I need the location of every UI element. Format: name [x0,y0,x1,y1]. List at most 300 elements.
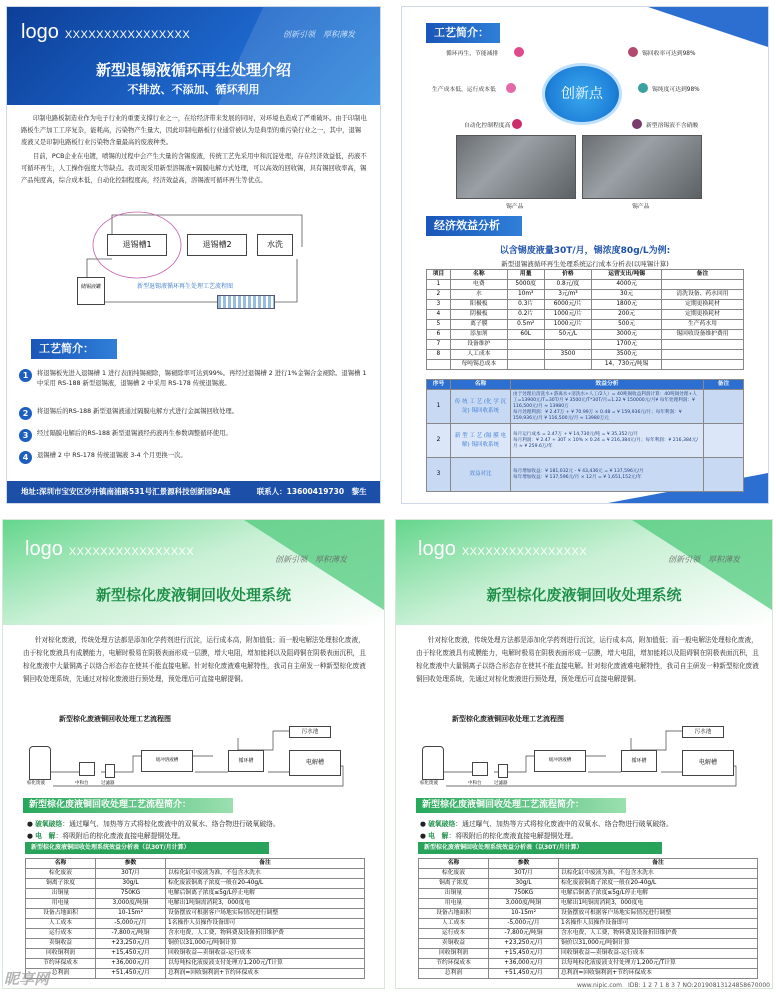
table-cell: 5 [427,320,451,330]
table-cell [661,350,743,360]
table-cell: 30T/月 [96,869,166,879]
table-cell: 效益对比 [451,458,511,492]
table-cell: 3500 [544,350,592,360]
table-cell: 传 统 工 艺 (化 学 沉 淀) 锡回收系统 [451,390,511,424]
table-cell: +23,250元/月 [96,939,166,949]
table-cell [511,458,704,492]
table-cell: 新 型 工 艺 (隔 膜 电 解) 锡回收系统 [451,424,511,458]
flow-title: 新型棕化废液铜回收处理工艺流程图 [452,715,564,723]
table-cell [661,280,743,290]
watermark-logo: 昵享网 [4,970,50,988]
table-cell: 棕化废液铜离子浓度一般在20-40g/L [166,879,365,889]
buffer-tank: 缓冲溶液槽 [141,750,193,772]
table-header-row [427,270,744,280]
benefit-table [426,379,744,492]
table-cell [507,360,544,370]
table-cell: 添加剂 [450,330,507,340]
table-cell: 以每吨棕化液废液支付处理方1,200元/T计算 [166,959,365,969]
process-intro-heading: 工艺简介： [31,339,117,359]
table-header-row [26,859,365,869]
innovation-label-left-1: 循环再生，节能减排 [446,51,499,57]
process-point-2: ● 电 解：将吸附后的棕化废液直接电解提铜处理。 [27,832,185,840]
sewage-tank: 污水池 [682,726,724,738]
brown-waste-tank [29,746,51,780]
table-cell: 3 [427,458,451,492]
table-row [427,350,744,360]
table-cell: 1名操作人员操作设备即可 [166,919,365,929]
economic-heading: 经济效益分析 [426,216,522,236]
bubble-icon [628,47,638,57]
table-header-row [419,859,758,869]
logo-text: logo [418,538,456,560]
table-cell: 3,000度/吨铜 [489,899,559,909]
benefit-table [418,858,758,979]
table-cell: 设备摆放可根据客户场地实际情况进行调整 [559,909,758,919]
table-cell: 每吨锡总成本 [450,360,507,370]
table-cell: 离子膜 [450,320,507,330]
brown-waste-label: 棕化废液 [420,781,438,786]
table-cell: 1700元 [592,340,662,350]
tin-brochure-panel [6,6,381,504]
process-point-text: ：通过曝气、加热等方式将棕化废液中的双氧水、络合物进行破氧破络。 [455,820,673,828]
table-cell: -5,000元/月 [96,919,166,929]
column-header: 备注 [661,270,743,280]
table-cell: -7,800元/吨铜 [489,929,559,939]
benefit-line: 每年增加收益：¥ 137,596元/月 × 12月 = ¥ 1,651,152元/年 [513,474,642,480]
table-cell: 2 [427,290,451,300]
table-cell: 阴极板 [450,310,507,320]
table-cell: 6000元/片 [544,300,592,310]
photo-caption-2: 锡产品 [632,204,650,210]
step-number: 3 [19,429,32,442]
table-cell: 1名操作人员操作设备即可 [559,919,758,929]
process-point-key: 破氧破络 [35,820,63,828]
column-header: 运营支出/吨锡 [592,270,662,280]
column-header: 名称 [451,380,511,390]
table-cell: 铜离子浓度 [26,879,96,889]
table-row [419,939,758,949]
copper-flow-diagram [416,726,756,790]
table-row [419,889,758,899]
process-heading: 新型棕化废液铜回收处理工艺流程简介： [416,798,626,813]
wash-tank: 水洗 [257,234,293,256]
step-number: 1 [19,369,32,382]
column-header: 名称 [450,270,507,280]
column-header: 用量 [507,270,544,280]
table-cell: 2 [427,424,451,458]
table-cell: 节约环保成本 [419,959,489,969]
table-cell: 1 [427,280,451,290]
table-cell: 750KG [96,889,166,899]
neutral-label: 中和台 [75,781,89,786]
table-cell: 1000元/片 [544,310,592,320]
neutral-tank [79,762,95,776]
table-cell: 总利润=回收铜利润+节约环保成本 [559,969,758,979]
table-row [419,959,758,969]
membrane-cell [217,295,275,309]
intro-paragraph: 针对棕化废液，传统处理方法都是添加化学药剂进行沉淀，运行成本高，附加值低；而一般电解法处理棕化废液，由于棕化废液具有成膜能力，电解时极易在阴极表面形成一层膜，增大电阻，增加能耗以及阻碍铜在阴极表面沉积，且棕化废液中大量铜离子以络合形态存在使其不能直接电解。针对棕化废液难电解特性，我司自主研发一种新型棕化废液铜回收处理系统，先通过对棕化废液进行预处理，预处理后可直接电解提铜。 [416,636,759,683]
table-cell: 以棕化缸中废液为准，不包含水洗水 [166,869,365,879]
filter-label: 过滤器 [494,781,508,786]
table-cell: 清洗设备、药水回用 [661,290,743,300]
table-cell: +23,250元/月 [489,939,559,949]
table-cell: +15,450元/月 [489,949,559,959]
logo-text: logo [21,21,59,43]
table-cell [544,340,592,350]
table-cell: 定期更换耗材 [661,310,743,320]
innovation-label-right-2: 锡纯度可达到98% [652,87,700,93]
slogan: 创新引领 厚积薄发 [283,30,355,39]
table-cell: 200元 [592,310,662,320]
table-cell: 电费 [450,280,507,290]
table-row [427,280,744,290]
table-cell: 4 [427,310,451,320]
table-cell: 人工成本 [419,919,489,929]
table-cell: 1800元 [592,300,662,310]
table-cell [661,340,743,350]
logo-subtext: XXXXXXXXXXXXXXXX [461,546,588,558]
table-row [26,929,365,939]
table-cell: 卖铜收益 [26,939,96,949]
tin-tank-1: 退锡槽1 [107,234,167,256]
flow-lines [67,207,327,322]
step-text: 将退锡板先进入退锡槽 1 进行表面纯锡褪除，锡褪除率可达到99%。再经过退锡槽 2 进行1%金锡合金褪除。退锡槽 1 中采用 RS-188 新型退锡液，退锡槽 2 中采用 RS-178 传统退锡液。 [37,370,367,387]
process-point-1: ● 破氧破络：通过曝气、加热等方式将棕化废液中的双氧水、络合物进行破氧破络。 [27,820,280,828]
table-cell: 电解出1吨铜需消耗3，000度电 [166,899,365,909]
table-row [427,458,744,492]
table-row [419,919,758,929]
column-header: 备注 [704,380,744,390]
table-row [26,889,365,899]
table-cell: 节约环保成本 [26,959,96,969]
flow-caption: 新型退锡液循环再生处理工艺流程图 [137,283,234,290]
table-row [419,969,758,979]
table-cell: 棕化废液 [26,869,96,879]
table-cell [661,360,743,370]
column-header: 效益分析 [511,380,704,390]
table-cell: -5,000元/月 [489,919,559,929]
table-cell: 4000元 [592,280,662,290]
table-cell: +51,450元/月 [96,969,166,979]
table-cell: 3500元 [592,350,662,360]
table-row [419,909,758,919]
table-cell: 回收铜收益—卖铜收益-运行成本 [166,949,365,959]
table-cell: 0.5m² [507,320,544,330]
innovation-label-left-3: 自动化控制程度高 [464,123,511,129]
step-1 [19,369,369,389]
table-cell: 总利润 [26,969,96,979]
benefit-table-heading: 新型棕化废液铜回收处理系统效益分析表（以30T/月计算） [25,842,269,854]
table-cell: 水 [450,290,507,300]
table-cell: 以棕化缸中废液为准，不包含水洗水 [559,869,758,879]
filter-label: 过滤器 [101,781,115,786]
column-header: 参数 [489,859,559,869]
benefit-line: 每月运行成本 = 2.47万 + ¥ 14,730元/吨 = ¥ 35,352元/月 [513,431,639,437]
page-title: 新型退锡液循环再生处理介绍 [95,61,291,79]
logo [21,21,190,44]
logo-subtext: XXXXXXXXXXXXXXXX [68,546,195,558]
table-row [427,360,744,370]
tin-flow-diagram [67,207,327,322]
table-cell [704,424,744,458]
process-point-text: ：通过曝气、加热等方式将棕化废液中的双氧水、络合物进行破氧破络。 [62,820,280,828]
table-row [419,869,758,879]
table-header-row [427,380,744,390]
brown-waste-tank [422,746,444,780]
table-cell: 1 [427,390,451,424]
table-cell: 1000元/片 [544,320,592,330]
corner-decoration [648,7,768,47]
table-cell: +36,000元/月 [489,959,559,969]
table-cell: 0.3片 [507,300,544,310]
table-cell: 回收铜利润 [26,949,96,959]
table-cell: 60L [507,330,544,340]
table-cell: 6 [427,330,451,340]
table-row [26,879,365,889]
step-text: 退锡槽 2 中 RS-178 传统退锡液 3-4 个月更换一次。 [37,452,187,459]
column-header: 备注 [166,859,365,869]
process-point-text: ：将吸附后的棕化废液直接电解提铜处理。 [448,832,578,840]
table-row [427,320,744,330]
table-cell: 铜离子浓度 [419,879,489,889]
intro-paragraph-1: 印制电路板制造业作为电子行业的重要支撑行业之一，在给经济带来发展的同时，对环境也造成了严重破坏。由于印制电路板生产加工工序复杂，能耗高，污染物产生量大，因此印制电路板行业通常被认为是典型的重污染行业之一，其中，退锡废液又是印制电路板行业污染物含量最高的废液种类。 [21,115,367,147]
filter-unit [105,764,115,778]
benefit-table [25,858,365,979]
table-row [26,939,365,949]
bubble-icon [506,83,516,93]
table-row [427,310,744,320]
benefit-line: 每月处理利润：¥ 2.47万 + ¥ 70.99万 × 0.48 = ¥ 159,936元/月；每年利润：¥ 159,936元/月 ¥ 116,500元/月 ≈ 13980万元 [513,409,682,421]
table-cell: 3 [427,300,451,310]
table-row [26,899,365,909]
table-cell: 3,000度/吨铜 [96,899,166,909]
circulation-tank: 循环槽 [228,750,264,772]
column-header: 名称 [26,859,96,869]
table-cell: 设备摆放可根据客户场地实际情况进行调整 [166,909,365,919]
step-text: 经过隔膜电解后的RS-188 新型退锡液经药液再生参数调整循环使用。 [37,430,232,437]
table-cell: 含水电费，人工费，物料费及设备折旧维护费 [166,929,365,939]
table-cell: 10-15m² [489,909,559,919]
process-heading: 新型棕化废液铜回收处理工艺流程简介： [23,798,233,813]
table-row [427,424,744,458]
flow-title: 新型棕化废液铜回收处理工艺流程图 [59,715,171,723]
table-cell: 锡回收设备维护费用 [661,330,743,340]
storage-tank: 储锡液罐 [77,277,105,305]
table-cell: 卖铜收益 [419,939,489,949]
table-row [427,340,744,350]
sewage-tank: 污水池 [289,726,331,738]
slogan: 创新引领 厚积薄发 [668,555,740,564]
intro-paragraph: 针对棕化废液，传统处理方法都是添加化学药剂进行沉淀，运行成本高，附加值低；而一般电解法处理棕化废液，由于棕化废液具有成膜能力，电解时极易在阴极表面形成一层膜，增大电阻，增加能耗以及阻碍铜在阴极表面沉积，且棕化废液中大量铜离子以络合形态存在使其不能直接电解。针对棕化废液难电解特性，我司自主研发一种新型棕化废液铜回收处理系统，先通过对棕化废液进行预处理，预处理后可直接电解提铜。 [23,636,366,683]
column-header: 备注 [559,859,758,869]
innovation-label-left-2: 生产成本低，运行成本低 [432,87,496,93]
copper-flow-diagram [23,726,363,790]
table-cell: 阳极板 [450,300,507,310]
table-cell: 棕化废液铜离子浓度一般在20-40g/L [559,879,758,889]
table-cell: +15,450元/月 [96,949,166,959]
table-row [26,909,365,919]
table-cell: 30T/月 [489,869,559,879]
step-2 [19,407,369,417]
process-point-text: ：将吸附后的棕化废液直接电解提铜处理。 [55,832,185,840]
table-cell: 铜价以31,000元/吨铜计算 [166,939,365,949]
table-cell: 3000元 [592,330,662,340]
table-cell: 铜价以31,000元/吨铜计算 [559,939,758,949]
table-cell: +36,000元/月 [96,959,166,969]
electrolysis-cell: 电解槽 [682,750,734,776]
cost-table [426,269,744,370]
process-point-key: 电 解 [35,832,56,840]
table-cell: 设备占地面积 [419,909,489,919]
watermark-id: www.nipic.com IDB: 1 2 7 1 8 3 7 NO:20190813124858670000 [576,982,770,989]
green-header-band [3,520,384,625]
table-cell [511,424,704,458]
slogan: 创新引领 厚积薄发 [275,555,347,564]
table-cell: 以每吨棕化液废液支付处理方1,200元/T计算 [559,959,758,969]
logo [418,538,587,561]
table-cell: 出铜量 [26,889,96,899]
footer-phone: 联系人：13600419730 黎生 [256,487,367,496]
table-cell [704,458,744,492]
table-cell: 人工成本 [450,350,507,360]
column-header: 价格 [544,270,592,280]
benefit-line: 每月增加收益：¥ 181,032元 - ¥ 43,436元 = ¥ 137,596元/月 [513,468,644,474]
innovation-label-right-1: 锡回收率可达到98% [642,51,696,57]
table-row [427,300,744,310]
table-cell: 运行成本 [419,929,489,939]
electrolysis-cell: 电解槽 [289,750,341,776]
table-row [26,959,365,969]
tin-tank-2: 退锡槽2 [187,234,247,256]
tin-economics-panel [401,6,769,504]
table-cell: 8 [427,350,451,360]
table-cell: 14，730元/吨锡 [592,360,662,370]
page-title: 新型棕化废液铜回收处理系统 [486,586,682,604]
benefit-line: 每月利润：¥ 2.47 + 30T × 10% × 0.24 = ¥ 216,384元/月；每年利润：¥ 216,384元/月 ≈ ¥ 259.6万/年 [513,437,698,449]
table-cell: 含水电费，人工费，物料费及设备折旧维护费 [559,929,758,939]
logo-text: logo [25,538,63,560]
filter-unit [498,764,508,778]
copper-brochure-panel-left [2,519,385,989]
table-cell: 750KG [489,889,559,899]
table-cell: 定期更换耗材 [661,300,743,310]
logo-subtext: XXXXXXXXXXXXXXXX [64,29,191,41]
bubble-icon [638,83,648,93]
table-cell: 0.8元/度 [544,280,592,290]
table-cell: 3元/m³ [544,290,592,300]
table-row [419,879,758,889]
circulation-tank: 循环槽 [621,750,657,772]
bubble-icon [632,119,642,129]
innovation-center: 创新点 [542,63,622,125]
table-cell: 5000度 [507,280,544,290]
table-row [26,869,365,879]
page-subtitle: 不排放、不添加、循环利用 [127,83,260,96]
table-cell: 50元/L [544,330,592,340]
table-cell: 人工成本 [26,919,96,929]
green-header-band [396,520,772,625]
logo [25,538,194,561]
benefit-line: 由于处理后清洗水+游离水+清洗水+人工/2人）= 40吨锡收益利润计算：40吨锡处理+人工=13900元/T=30T/月 ¥ 3500元/T*30T/月=1.22 ¥ 150000元/月¥ 每年处理利润：¥ 116,500元/月 ≈ 13980万 [513,391,697,409]
table-cell: 回收铜收益—卖铜收益-运行成本 [559,949,758,959]
table-cell: 30元 [592,290,662,300]
economic-subtitle: 新型退锡液循环再生处理系统运行成本分析表(以吨锡计算) [501,260,669,268]
table-cell: 出铜量 [419,889,489,899]
brown-waste-label: 棕化废液 [27,781,45,786]
step-text: 将退锡后的RS-188 新型退锡液通过隔膜电解方式进行金属锡回收处理。 [37,408,238,415]
neutral-tank [472,762,488,776]
photo-caption-1: 锡产品 [506,204,524,210]
process-point-1: ● 破氧破络：通过曝气、加热等方式将棕化废液中的双氧水、络合物进行破氧破络。 [420,820,673,828]
table-cell: 10m³ [507,290,544,300]
table-cell: 500元 [592,320,662,330]
buffer-tank: 缓冲溶液槽 [534,750,586,772]
table-cell [427,360,451,370]
tin-product-photo-1 [456,135,576,199]
table-cell: 设备维护 [450,340,507,350]
table-cell [507,340,544,350]
process-point-key: 电 解 [428,832,449,840]
table-row [419,899,758,909]
table-cell: 30g/L [489,879,559,889]
step-number: 2 [19,407,32,420]
innovation-label-right-3: 新型溶锡液不含硝酸 [646,123,699,129]
neutral-label: 中和台 [468,781,482,786]
table-row [419,949,758,959]
innovation-heading: 工艺简介： [426,23,500,43]
column-header: 参数 [96,859,166,869]
benefit-table-heading: 新型棕化废液铜回收处理系统效益分析表（以30T/月计算） [418,842,662,854]
intro-paragraph-2: 目前，PCB企业在电镀，喷锡的过程中会产生大量的含锡废液，传统工艺先采用中和沉淀处理，存在经济效益低，药液不可循环再生，人工操作强度大等缺点。我司现采用新型溶锡液+隔膜电解方式处理，可以高效的回收锡，具有锡回收率高，锡产品纯度高，综合成本低，自动化控制程度高，经济效益高，溶锡液可循环再生等优点。 [21,153,367,185]
step-4 [19,451,369,461]
table-cell: 电解出1吨铜需消耗3，000度电 [559,899,758,909]
table-cell [511,390,704,424]
copper-brochure-panel-right [395,519,773,989]
table-cell: 总利润 [419,969,489,979]
step-3 [19,429,369,439]
tin-product-photo-2 [582,135,702,199]
bubble-icon [514,47,524,57]
table-cell: 7 [427,340,451,350]
table-row [427,390,744,424]
table-row [427,290,744,300]
table-cell: 设备占地面积 [26,909,96,919]
step-number: 4 [19,451,32,464]
table-cell: 用电量 [26,899,96,909]
column-header: 项目 [427,270,451,280]
column-header: 序号 [427,380,451,390]
page-title: 新型棕化废液铜回收处理系统 [95,586,291,604]
table-cell: +51,450元/月 [489,969,559,979]
table-cell: 30g/L [96,879,166,889]
table-cell [507,350,544,360]
footer-contact [7,481,380,503]
table-cell: 电解后铜离子浓度≤5g/L停止电解 [166,889,365,899]
bubble-icon [512,119,522,129]
economic-title: 以含锡废液量30T/月，锡浓度80g/L为例: [499,246,671,256]
table-cell: 棕化废液 [419,869,489,879]
table-cell: 0.2片 [507,310,544,320]
table-row [26,949,365,959]
footer-address: 地址:深圳市宝安区沙井镇南浦路531号汇景源科技创新园9A座 [21,487,231,496]
process-point-key: 破氧破络 [428,820,456,828]
table-cell: 10-15m² [96,909,166,919]
table-cell: 回收铜利润 [419,949,489,959]
table-row [26,919,365,929]
table-cell: 用电量 [419,899,489,909]
table-cell: 电解后铜离子浓度≤5g/L停止电解 [559,889,758,899]
column-header: 名称 [419,859,489,869]
